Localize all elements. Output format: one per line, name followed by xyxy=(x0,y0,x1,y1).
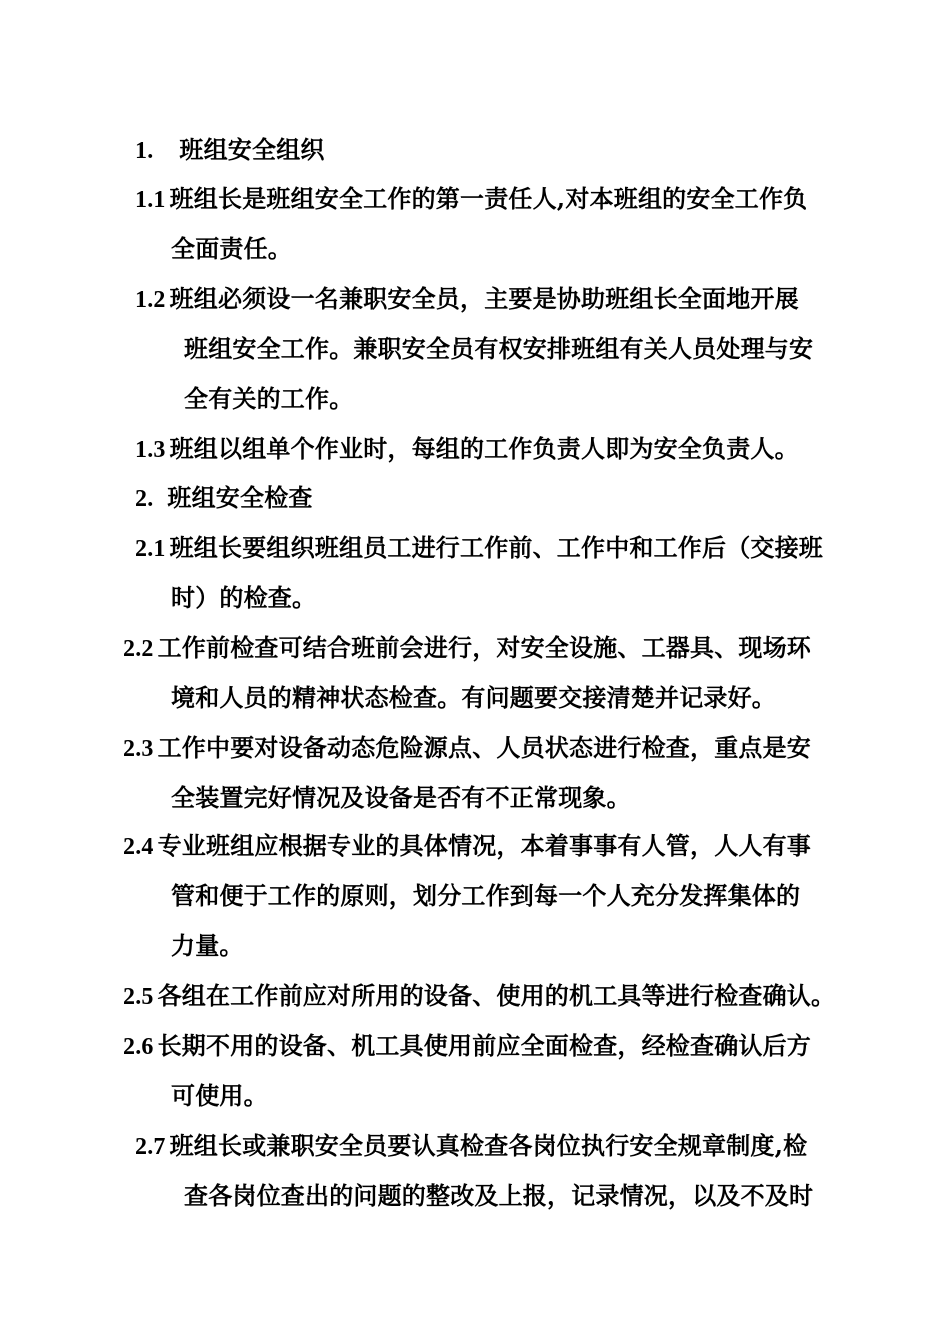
item-number: 2.7 xyxy=(135,1134,166,1160)
paragraph-line xyxy=(123,981,835,1011)
paragraph-text: 班组以组单个作业时，每组的工作负责人即为安全负责人。 xyxy=(169,434,799,463)
item-number: 1.1 xyxy=(135,187,166,213)
heading-text: 班组安全组织 xyxy=(179,135,325,164)
paragraph-text: 时）的检查。 xyxy=(171,583,317,612)
paragraph-line xyxy=(171,783,631,813)
heading-1 xyxy=(135,135,325,165)
paragraph-line xyxy=(171,583,316,613)
paragraph-line xyxy=(123,831,811,861)
paragraph-line xyxy=(135,434,799,464)
paragraph-text: 全有关的工作。 xyxy=(184,384,354,413)
item-number: 2.4 xyxy=(123,834,154,860)
item-number: 2.6 xyxy=(123,1034,154,1060)
paragraph-text: 班组长或兼职安全员要认真检查各岗位执行安全规章制度,检 xyxy=(169,1131,808,1160)
paragraph-line xyxy=(171,683,776,713)
paragraph-text: 全装置完好情况及设备是否有不正常现象。 xyxy=(171,783,631,812)
paragraph-line xyxy=(135,184,807,214)
paragraph-text: 长期不用的设备、机工具使用前应全面检查，经检查确认后方 xyxy=(157,1031,812,1060)
paragraph-line xyxy=(184,334,813,364)
item-number: 1.2 xyxy=(135,287,166,313)
paragraph-text: 各组在工作前应对所用的设备、使用的机工具等进行检查确认。 xyxy=(157,981,836,1010)
paragraph-line xyxy=(171,1081,268,1111)
paragraph-line xyxy=(135,533,823,563)
paragraph-line xyxy=(123,1031,811,1061)
paragraph-text: 全面责任。 xyxy=(171,234,292,263)
paragraph-text: 工作中要对设备动态危险源点、人员状态进行检查，重点是安 xyxy=(157,733,812,762)
paragraph-line xyxy=(184,1181,813,1211)
section-number: 1. xyxy=(135,138,154,164)
paragraph-text: 班组长要组织班组员工进行工作前、工作中和工作后（交接班 xyxy=(169,533,824,562)
heading-2 xyxy=(135,483,313,513)
item-number: 2.1 xyxy=(135,536,166,562)
paragraph-line xyxy=(135,1131,807,1161)
item-number: 2.5 xyxy=(123,984,154,1010)
paragraph-text: 可使用。 xyxy=(171,1081,268,1110)
paragraph-line xyxy=(135,284,799,314)
paragraph-text: 专业班组应根据专业的具体情况，本着事事有人管，人人有事 xyxy=(157,831,812,860)
section-number: 2. xyxy=(135,486,154,512)
paragraph-text: 境和人员的精神状态检查。有问题要交接清楚并记录好。 xyxy=(171,683,776,712)
paragraph-line xyxy=(171,234,292,264)
paragraph-text: 力量。 xyxy=(171,931,244,960)
paragraph-line xyxy=(123,733,811,763)
heading-text: 班组安全检查 xyxy=(167,483,313,512)
paragraph-text: 工作前检查可结合班前会进行，对安全设施、工器具、现场环 xyxy=(157,633,812,662)
paragraph-line xyxy=(171,881,800,911)
paragraph-line xyxy=(171,931,244,961)
paragraph-text: 班组安全工作。兼职安全员有权安排班组有关人员处理与安 xyxy=(184,334,814,363)
paragraph-line xyxy=(123,633,811,663)
item-number: 2.3 xyxy=(123,736,154,762)
item-number: 1.3 xyxy=(135,437,166,463)
paragraph-text: 查各岗位查出的问题的整改及上报，记录情况，以及不及时 xyxy=(184,1181,814,1210)
paragraph-text: 班组长是班组安全工作的第一责任人,对本班组的安全工作负 xyxy=(169,184,808,213)
paragraph-text: 班组必须设一名兼职安全员，主要是协助班组长全面地开展 xyxy=(169,284,799,313)
item-number: 2.2 xyxy=(123,636,154,662)
paragraph-line xyxy=(184,384,353,414)
paragraph-text: 管和便于工作的原则，划分工作到每一个人充分发挥集体的 xyxy=(171,881,801,910)
